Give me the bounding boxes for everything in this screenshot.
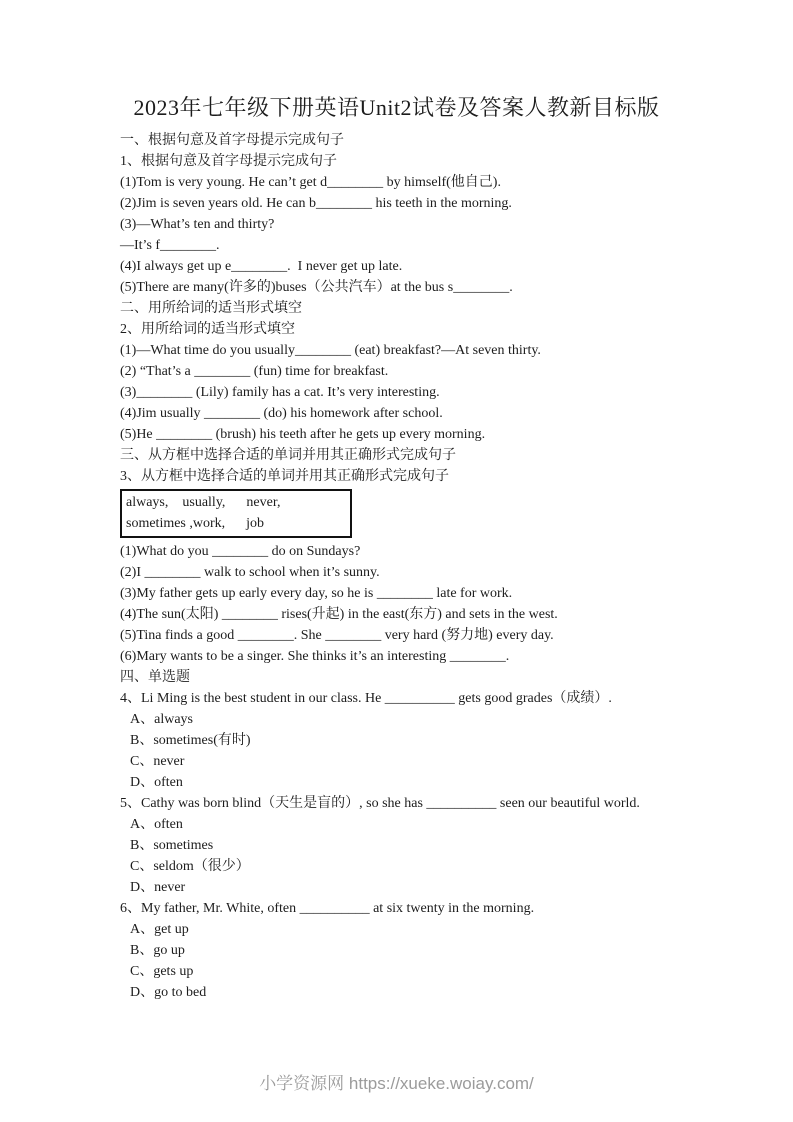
fill-letter-item-5: (5)There are many(许多的)buses（公共汽车）at the bus s________. (120, 280, 513, 295)
footer-site-link: 小学资源网 https://xueke.woiay.com/ (259, 1074, 534, 1093)
word-bank-row-2: sometimes ,work, job (126, 516, 265, 531)
word-form-item-1: (1)—What time do you usually________ (eat) breakfast?—At seven thirty. (120, 343, 541, 358)
mc-question-5-option-a: A、often (130, 817, 183, 832)
word-choice-item-6: (6)Mary wants to be a singer. She thinks it’s an interesting ________. (120, 649, 510, 664)
mc-question-6-option-b: B、go up (130, 943, 185, 958)
section-1-subheading: 1、根据句意及首字母提示完成句子 (120, 154, 337, 169)
mc-question-4-option-c: C、never (130, 754, 185, 769)
word-choice-item-3: (3)My father gets up early every day, so he is ________ late for work. (120, 586, 513, 601)
section-4-heading: 四、单选题 (120, 670, 190, 685)
mc-question-4-stem: 4、Li Ming is the best student in our class. He __________ gets good grades（成绩）. (120, 691, 612, 706)
section-2-heading: 二、用所给词的适当形式填空 (120, 301, 302, 316)
mc-question-5-option-c: C、seldom（很少） (130, 859, 250, 874)
word-form-item-2: (2) “That’s a ________ (fun) time for breakfast. (120, 364, 389, 379)
word-form-item-4: (4)Jim usually ________ (do) his homework after school. (120, 406, 443, 421)
section-2-subheading: 2、用所给词的适当形式填空 (120, 322, 295, 337)
section-1-heading: 一、根据句意及首字母提示完成句子 (120, 133, 344, 148)
word-bank-row-1: always, usually, never, (126, 495, 281, 510)
mc-question-4-option-b: B、sometimes(有时) (130, 733, 251, 748)
section-3-subheading: 3、从方框中选择合适的单词并用其正确形式完成句子 (120, 469, 449, 484)
mc-question-6-option-a: A、get up (130, 922, 189, 937)
mc-question-5-stem: 5、Cathy was born blind（天生是盲的）, so she has __________ seen our beautiful world. (120, 796, 640, 811)
fill-letter-item-1: (1)Tom is very young. He can’t get d________ by himself(他自己). (120, 175, 501, 190)
section-3-heading: 三、从方框中选择合适的单词并用其正确形式完成句子 (120, 448, 456, 463)
word-choice-item-2: (2)I ________ walk to school when it’s sunny. (120, 565, 380, 580)
word-choice-item-4: (4)The sun(太阳) ________ rises(升起) in the east(东方) and sets in the west. (120, 607, 558, 622)
mc-question-6-option-d: D、go to bed (130, 985, 207, 1000)
word-choice-item-5: (5)Tina finds a good ________. She ________ very hard (努力地) every day. (120, 628, 554, 643)
word-choice-item-1: (1)What do you ________ do on Sundays? (120, 544, 361, 559)
word-form-item-3: (3)________ (Lily) family has a cat. It’s very interesting. (120, 385, 440, 400)
fill-letter-item-3-answer: —It’s f________. (120, 238, 220, 253)
fill-letter-item-2: (2)Jim is seven years old. He can b________ his teeth in the morning. (120, 196, 512, 211)
mc-question-5-option-d: D、never (130, 880, 186, 895)
mc-question-4-option-d: D、often (130, 775, 183, 790)
mc-question-6-stem: 6、My father, Mr. White, often __________ at six twenty in the morning. (120, 901, 535, 916)
fill-letter-item-4: (4)I always get up e________. I never get up late. (120, 259, 403, 274)
page-title: 2023年七年级下册英语Unit2试卷及答案人教新目标版 (133, 95, 660, 120)
exam-body (0, 124, 793, 1003)
mc-question-5-option-b: B、sometimes (130, 838, 214, 853)
word-form-item-5: (5)He ________ (brush) his teeth after he gets up every morning. (120, 427, 486, 442)
mc-question-4-option-a: A、always (130, 712, 193, 727)
fill-letter-item-3: (3)—What’s ten and thirty? (120, 217, 275, 232)
mc-question-6-option-c: C、gets up (130, 964, 194, 979)
word-bank-box (120, 489, 352, 538)
